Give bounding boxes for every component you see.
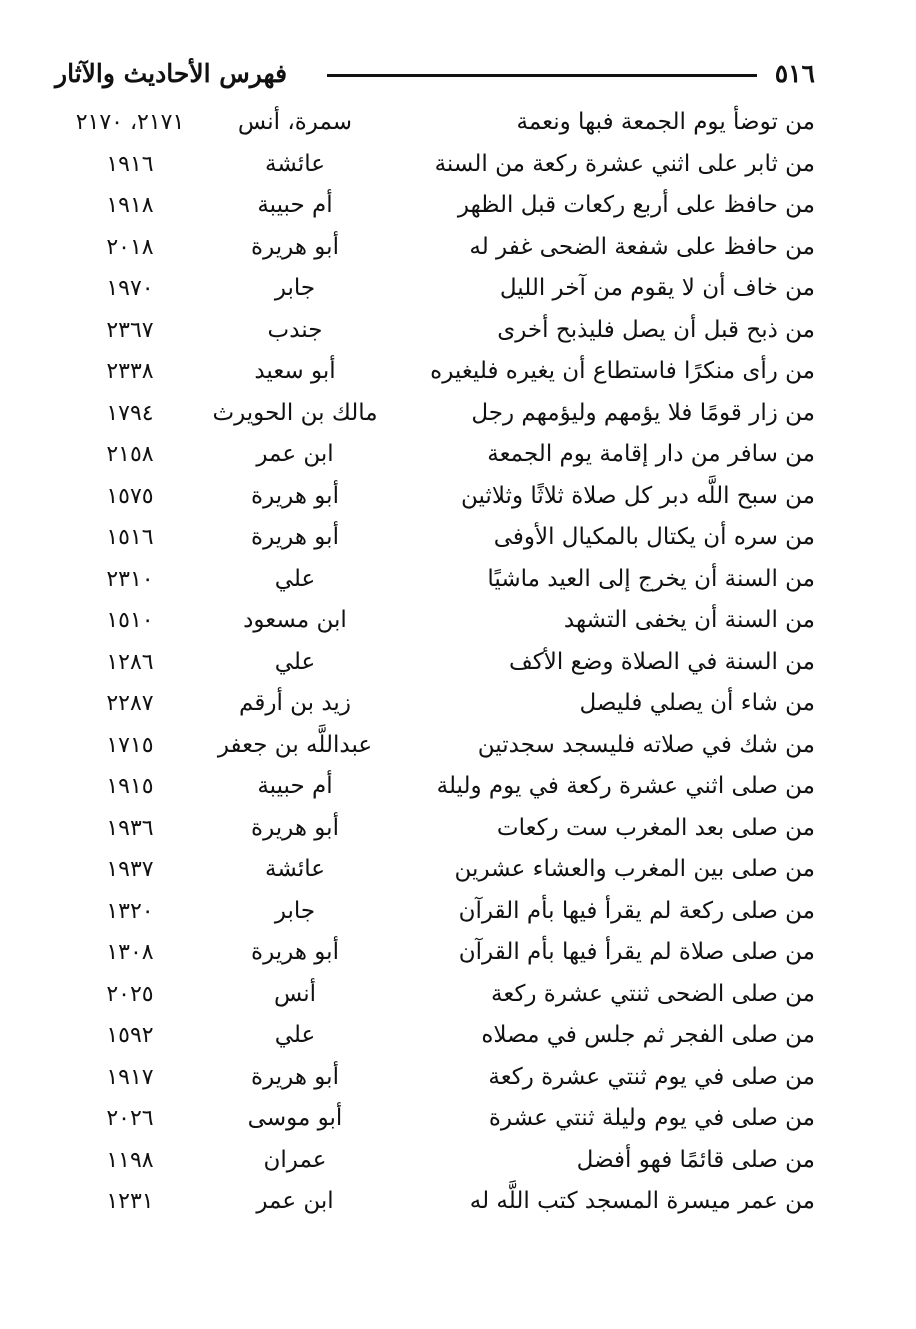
index-entry: [55, 1015, 815, 1057]
hadith-number: ٢١٥٨: [106, 442, 154, 467]
hadith-text: من صلى بعد المغرب ست ركعات: [496, 814, 815, 841]
hadith-number: ١٩١٥: [106, 774, 154, 799]
index-entry: [55, 1140, 815, 1182]
hadith-number: ٢٣٣٨: [106, 359, 154, 384]
hadith-text: من صلى بين المغرب والعشاء عشرين: [454, 856, 815, 882]
hadith-number: ٢٣٦٧: [106, 317, 154, 343]
narrator-name: أبو هريرة: [251, 939, 339, 965]
hadith-text: من صلى الضحى ثنتي عشرة ركعة: [491, 980, 815, 1007]
hadith-number: ١٣٠٨: [106, 940, 154, 965]
index-entry: [55, 642, 815, 684]
hadith-text: من صلى في يوم ثنتي عشرة ركعة: [488, 1063, 815, 1090]
narrator-name: جابر: [274, 275, 316, 301]
index-entry: [55, 268, 815, 310]
hadith-number: ١٩١٧: [106, 1064, 154, 1090]
hadith-number: ١٥٧٥: [106, 483, 154, 509]
hadith-text: من السنة أن يخفى التشهد: [563, 607, 815, 633]
hadith-number: ١٣٢٠: [106, 898, 154, 924]
index-entry: [55, 434, 815, 476]
hadith-number: ١٧٩٤: [106, 400, 154, 426]
index-entry: [55, 351, 815, 393]
index-entry: [55, 932, 815, 974]
hadith-text: من رأى منكرًا فاستطاع أن يغيره فليغيره: [430, 358, 815, 384]
hadith-text: من خاف أن لا يقوم من آخر الليل: [499, 275, 815, 301]
hadith-number: ١٩٣٧: [106, 857, 154, 882]
hadith-text: من صلى ركعة لم يقرأ فيها بأم القرآن: [458, 897, 815, 924]
index-entry: [55, 185, 815, 227]
index-entry: [55, 808, 815, 850]
narrator-name: ابن عمر: [256, 441, 334, 467]
narrator-name: مالك بن الحويرث: [212, 399, 378, 426]
hadith-text: من شاء أن يصلي فليصل: [579, 690, 815, 716]
narrator-name: زيد بن أرقم: [239, 690, 351, 716]
hadith-index-list: [55, 102, 815, 1223]
hadith-number: ١٩١٦: [106, 151, 154, 177]
narrator-name: أبو موسى: [247, 1105, 343, 1131]
page-number: ٥١٦: [774, 59, 815, 88]
narrator-name: أبو هريرة: [251, 233, 339, 260]
index-entry: [55, 683, 815, 725]
hadith-number: ٢٠١٨: [106, 234, 154, 260]
narrator-name: أم حبيبة: [257, 773, 333, 799]
narrator-name: أبو هريرة: [251, 524, 339, 550]
hadith-number: ١٩٧٠: [106, 276, 154, 301]
index-entry: [55, 102, 815, 144]
index-entry: [55, 849, 815, 891]
hadith-number: ٢٣١٠: [106, 566, 154, 592]
hadith-text: من شك في صلاته فليسجد سجدتين: [477, 731, 815, 758]
hadith-number: ١٩١٨: [106, 193, 154, 218]
hadith-text: من سره أن يكتال بالمكيال الأوفى: [493, 524, 815, 550]
narrator-name: أم حبيبة: [257, 192, 333, 218]
narrator-name: أبو هريرة: [251, 1063, 339, 1090]
narrator-name: أنس: [273, 980, 317, 1007]
index-entry: [55, 891, 815, 933]
hadith-text: من سافر من دار إقامة يوم الجمعة: [487, 441, 815, 467]
hadith-text: من صلى اثني عشرة ركعة في يوم وليلة: [436, 773, 815, 799]
index-entry: [55, 517, 815, 559]
hadith-text: من السنة في الصلاة وضع الأكف: [509, 648, 815, 675]
index-entry: [55, 1057, 815, 1099]
hadith-number: ١٩٣٦: [106, 815, 154, 841]
hadith-text: من ذبح قبل أن يصل فليذبح أخرى: [497, 316, 815, 343]
narrator-name: علي: [274, 648, 316, 675]
narrator-name: علي: [274, 1022, 316, 1048]
hadith-text: من سبح اللَّه دبر كل صلاة ثلاثًا وثلاثين: [460, 482, 815, 509]
index-entry: [55, 1181, 815, 1223]
narrator-name: علي: [274, 565, 316, 592]
hadith-number: ٢٠٢٥: [106, 981, 154, 1007]
index-entry: [55, 1098, 815, 1140]
narrator-name: عمران: [263, 1146, 327, 1173]
index-title: فهرس الأحاديث والآثار: [55, 59, 288, 88]
narrator-name: أبو سعيد: [254, 358, 336, 384]
narrator-name: عائشة: [265, 856, 325, 882]
hadith-text: من حافظ على أربع ركعات قبل الظهر: [457, 192, 815, 218]
hadith-text: من زار قومًا فلا يؤمهم وليؤمهم رجل: [471, 399, 815, 426]
index-entry: [55, 476, 815, 518]
hadith-number: ٢٢٨٧: [106, 691, 154, 716]
narrator-name: سمرة، أنس: [237, 109, 353, 135]
hadith-text: من السنة أن يخرج إلى العيد ماشيًا: [487, 565, 815, 592]
hadith-number: ١١٩٨: [106, 1147, 154, 1173]
hadith-number: ١٥١٠: [106, 608, 154, 633]
index-entry: [55, 600, 815, 642]
narrator-name: جندب: [267, 316, 323, 343]
hadith-number: ٢٠٢٦: [106, 1106, 154, 1131]
narrator-name: عائشة: [265, 150, 325, 177]
index-entry: [55, 974, 815, 1016]
hadith-number: ١٥١٦: [106, 525, 154, 550]
index-entry: [55, 310, 815, 352]
narrator-name: جابر: [274, 897, 316, 924]
header-rule: [327, 74, 757, 77]
index-entry: [55, 144, 815, 186]
hadith-text: من توضأ يوم الجمعة فبها ونعمة: [516, 109, 815, 135]
hadith-text: من حافظ على شفعة الضحى غفر له: [469, 233, 815, 260]
page-header: [55, 56, 815, 92]
index-entry: [55, 725, 815, 767]
narrator-name: ابن عمر: [256, 1188, 334, 1214]
hadith-number: ١٧١٥: [106, 732, 154, 758]
hadith-text: من صلى الفجر ثم جلس في مصلاه: [481, 1022, 815, 1048]
index-entry: [55, 559, 815, 601]
hadith-text: من عمر ميسرة المسجد كتب اللَّه له: [469, 1188, 815, 1214]
hadith-number: ١٢٨٦: [106, 649, 154, 675]
hadith-text: من صلى في يوم وليلة ثنتي عشرة: [488, 1105, 815, 1131]
hadith-number: ١٥٩٢: [106, 1023, 154, 1048]
index-entry: [55, 393, 815, 435]
hadith-text: من صلى صلاة لم يقرأ فيها بأم القرآن: [458, 939, 815, 965]
hadith-number: ١٢٣١: [106, 1189, 154, 1214]
index-entry: [55, 227, 815, 269]
hadith-text: من صلى قائمًا فهو أفضل: [576, 1146, 815, 1173]
narrator-name: ابن مسعود: [243, 607, 347, 633]
hadith-number: ٢١٧١، ٢١٧٠: [75, 110, 185, 135]
narrator-name: أبو هريرة: [251, 482, 339, 509]
narrator-name: عبداللَّه بن جعفر: [217, 731, 373, 758]
narrator-name: أبو هريرة: [251, 814, 339, 841]
hadith-text: من ثابر على اثني عشرة ركعة من السنة: [434, 150, 815, 177]
index-entry: [55, 766, 815, 808]
